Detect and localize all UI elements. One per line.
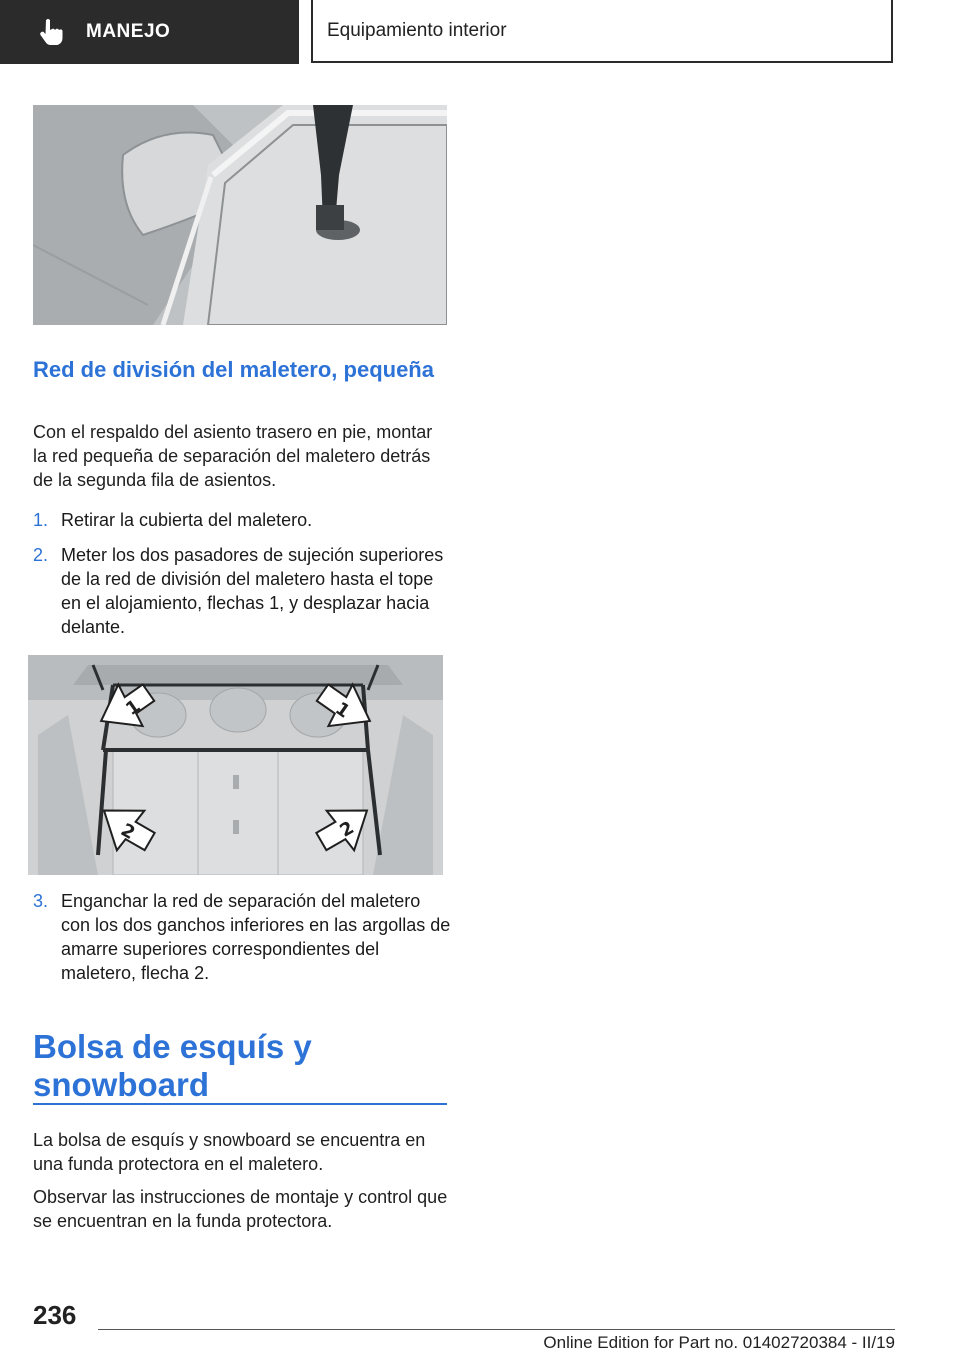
hand-pointer-icon [38,18,64,46]
figure-net-installed-drawing [28,655,443,875]
chapter-header [311,0,893,63]
ski-bag-paragraph: La bolsa de esquís y snowboard se encuentra en una funda protectora en el maletero. [33,1130,426,1174]
section-label: MANEJO [86,21,171,42]
page-number: 236 [33,1300,77,1330]
heading-small-net: Red de división del maletero, pequeña [33,357,434,382]
arrow-label-1-right: 1 [331,698,354,723]
step-text: Enganchar la red de separación del maletero con los dos ganchos inferiores en las argollas de amarre superiores correspondientes del maletero, flecha 2. [61,891,451,983]
step-number: 1. [33,510,49,530]
step-number: 2. [33,545,49,565]
chapter-title: Equipamiento interior [327,19,507,41]
arrow-label-1-left: 1 [122,695,145,720]
figure-net-installed [28,655,443,875]
step-number: 3. [33,891,49,911]
heading-ski-bag: Bolsa de esquís y snowboard [33,1028,312,1103]
footer-divider [98,1329,895,1330]
heading-divider [33,1103,447,1105]
intro-paragraph: Con el respaldo del asiento trasero en pie, montar la red pequeña de separación del maletero detrás de la segunda fila de asientos. [33,422,433,490]
ski-bag-instructions: Observar las instrucciones de montaje y control que se encuentran en la funda protectora. [33,1187,448,1231]
figure-net-pin-drawing [33,105,447,325]
arrow-label-2-left: 2 [117,819,139,845]
arrow-label-2-right: 2 [336,817,358,842]
figure-net-pin [33,105,447,325]
step-text: Retirar la cubierta del maletero. [61,510,313,530]
section-tab [0,0,299,64]
edition-note: Online Edition for Part no. 01402720384 - II/19 [543,1333,895,1352]
step-text: Meter los dos pasadores de sujeción superiores de la red de división del maletero hasta el tope en el alojamiento, flechas 1, y desplazar hacia delante. [61,545,444,637]
